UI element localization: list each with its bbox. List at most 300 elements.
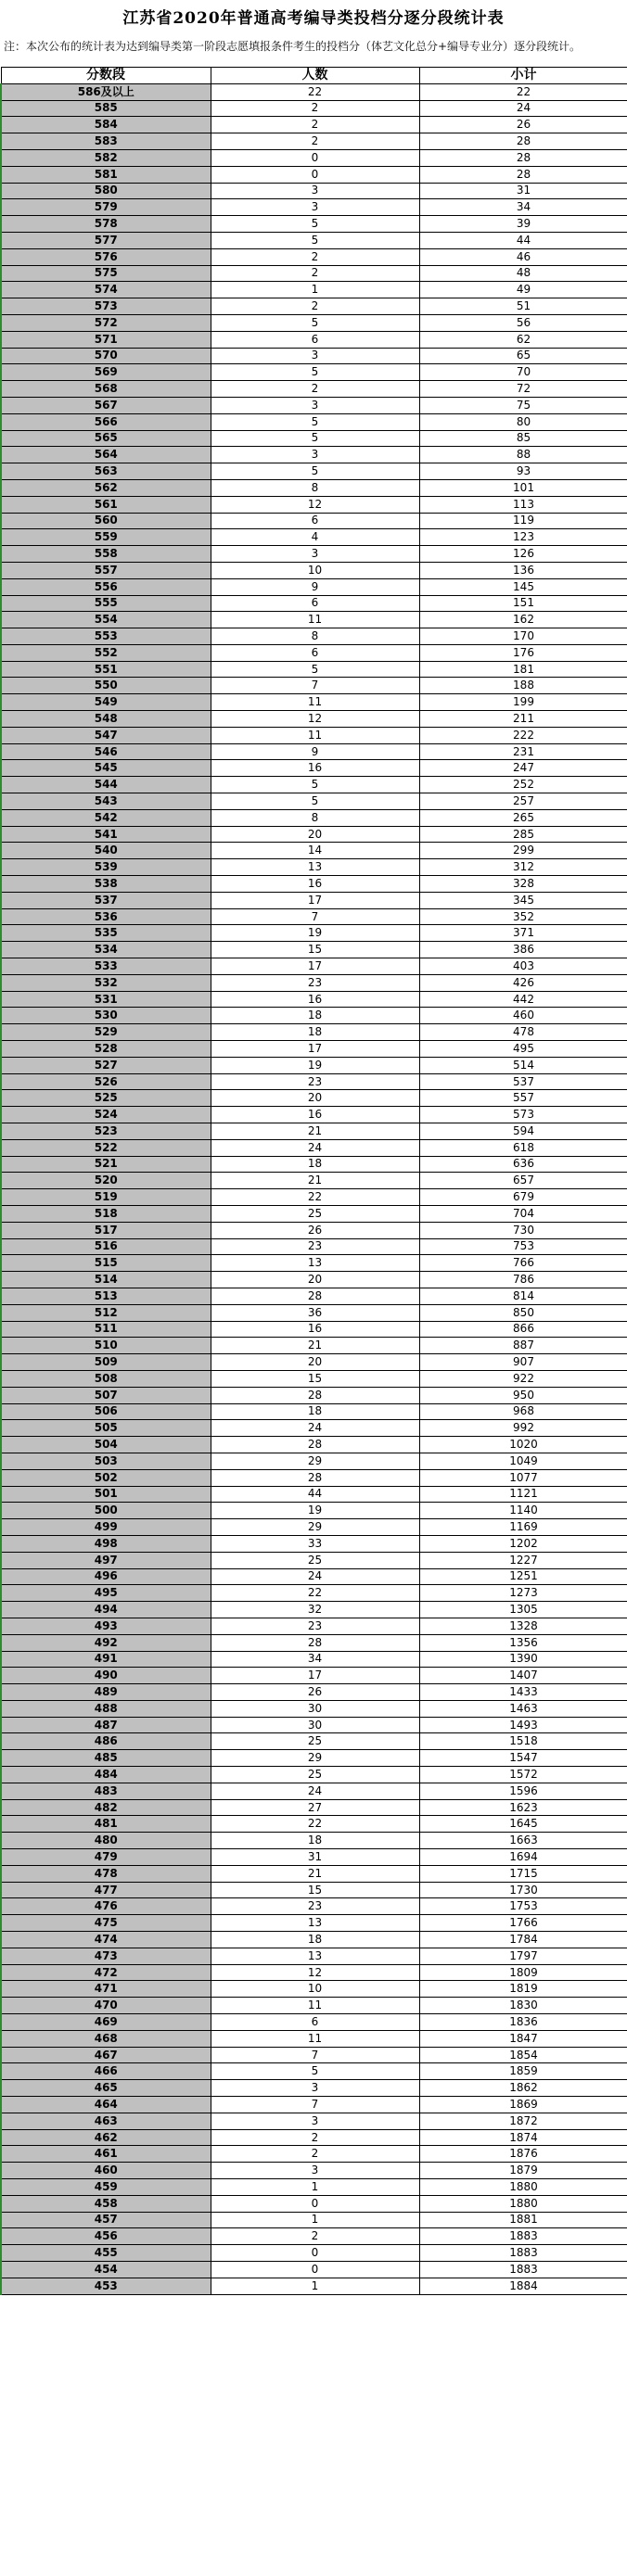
table-row [1, 793, 627, 810]
score-cell: 495 [1, 1585, 211, 1602]
score-cell: 511 [1, 1321, 211, 1338]
table-row [1, 1783, 627, 1799]
subtotal-cell: 1784 [419, 1932, 627, 1948]
table-row [1, 1288, 627, 1304]
score-cell: 527 [1, 1057, 211, 1073]
subtotal-cell: 426 [419, 974, 627, 991]
score-cell: 461 [1, 2146, 211, 2163]
count-cell: 26 [211, 1684, 419, 1701]
table-row [1, 925, 627, 942]
table-row [1, 2278, 627, 2294]
count-cell: 33 [211, 1535, 419, 1552]
count-cell: 36 [211, 1304, 419, 1321]
table-row [1, 1173, 627, 1189]
table-row [1, 166, 627, 183]
count-cell: 18 [211, 1833, 419, 1849]
count-cell: 8 [211, 628, 419, 645]
score-cell: 543 [1, 793, 211, 810]
subtotal-cell: 1879 [419, 2163, 627, 2179]
count-cell: 21 [211, 1173, 419, 1189]
subtotal-cell: 75 [419, 397, 627, 413]
table-row [1, 463, 627, 480]
count-cell: 15 [211, 942, 419, 958]
score-cell: 573 [1, 298, 211, 315]
score-cell: 521 [1, 1156, 211, 1173]
subtotal-cell: 1753 [419, 1898, 627, 1915]
table-row [1, 876, 627, 893]
score-cell: 570 [1, 348, 211, 364]
table-row [1, 430, 627, 447]
table-row [1, 1964, 627, 1981]
count-cell: 15 [211, 1370, 419, 1387]
score-cell: 479 [1, 1849, 211, 1866]
score-cell: 522 [1, 1139, 211, 1156]
score-cell: 580 [1, 183, 211, 199]
table-row [1, 381, 627, 398]
count-cell: 16 [211, 991, 419, 1008]
count-cell: 2 [211, 2228, 419, 2245]
count-cell: 22 [211, 1189, 419, 1206]
subtotal-cell: 119 [419, 513, 627, 529]
table-row [1, 1733, 627, 1750]
score-cell: 512 [1, 1304, 211, 1321]
table-row [1, 1057, 627, 1073]
count-cell: 0 [211, 166, 419, 183]
score-cell: 541 [1, 826, 211, 843]
count-cell: 20 [211, 1090, 419, 1107]
subtotal-cell: 557 [419, 1090, 627, 1107]
table-row [1, 1634, 627, 1651]
count-cell: 18 [211, 1008, 419, 1024]
count-cell: 31 [211, 1849, 419, 1866]
count-cell: 28 [211, 1437, 419, 1453]
count-cell: 7 [211, 678, 419, 694]
score-cell: 458 [1, 2195, 211, 2212]
subtotal-cell: 70 [419, 364, 627, 381]
score-cell: 550 [1, 678, 211, 694]
score-cell: 455 [1, 2245, 211, 2262]
table-row [1, 1453, 627, 1469]
count-cell: 12 [211, 1964, 419, 1981]
table-row [1, 2195, 627, 2212]
score-cell: 556 [1, 578, 211, 595]
table-row [1, 149, 627, 166]
count-cell: 18 [211, 1156, 419, 1173]
subtotal-cell: 328 [419, 876, 627, 893]
score-cell: 456 [1, 2228, 211, 2245]
count-cell: 24 [211, 1420, 419, 1437]
score-cell: 499 [1, 1519, 211, 1536]
subtotal-cell: 1847 [419, 2030, 627, 2047]
table-row [1, 974, 627, 991]
count-cell: 11 [211, 612, 419, 628]
score-cell: 575 [1, 265, 211, 282]
score-cell: 538 [1, 876, 211, 893]
count-cell: 19 [211, 1057, 419, 1073]
subtotal-cell: 1547 [419, 1750, 627, 1767]
count-cell: 5 [211, 413, 419, 430]
count-cell: 1 [211, 2278, 419, 2294]
score-cell: 460 [1, 2163, 211, 2179]
subtotal-cell: 950 [419, 1387, 627, 1403]
table-row [1, 859, 627, 876]
score-cell: 515 [1, 1255, 211, 1272]
table-note: 注：本次公布的统计表为达到编导类第一阶段志愿填报条件考生的投档分（体艺文化总分+编导专业分）逐分段统计。 [4, 40, 582, 53]
table-row [1, 908, 627, 925]
score-cell: 462 [1, 2129, 211, 2146]
subtotal-cell: 786 [419, 1272, 627, 1288]
subtotal-cell: 1766 [419, 1915, 627, 1932]
subtotal-cell: 28 [419, 133, 627, 150]
table-row [1, 265, 627, 282]
subtotal-cell: 188 [419, 678, 627, 694]
table-row [1, 1750, 627, 1767]
count-cell: 2 [211, 265, 419, 282]
table-row [1, 694, 627, 711]
score-cell: 524 [1, 1107, 211, 1123]
count-cell: 9 [211, 743, 419, 760]
score-cell: 574 [1, 282, 211, 298]
score-cell: 510 [1, 1338, 211, 1354]
subtotal-cell: 265 [419, 809, 627, 826]
table-row [1, 2063, 627, 2080]
score-cell: 557 [1, 562, 211, 578]
count-cell: 16 [211, 1321, 419, 1338]
count-cell: 29 [211, 1519, 419, 1536]
score-cell: 518 [1, 1205, 211, 1222]
score-cell: 516 [1, 1238, 211, 1255]
count-cell: 24 [211, 1783, 419, 1799]
count-cell: 30 [211, 1700, 419, 1717]
subtotal-cell: 181 [419, 661, 627, 678]
score-cell: 481 [1, 1816, 211, 1833]
table-row [1, 1469, 627, 1486]
table-row [1, 942, 627, 958]
score-cell: 513 [1, 1288, 211, 1304]
score-cell: 553 [1, 628, 211, 645]
table-row [1, 809, 627, 826]
count-cell: 19 [211, 1503, 419, 1519]
subtotal-cell: 65 [419, 348, 627, 364]
count-cell: 13 [211, 1948, 419, 1964]
count-cell: 7 [211, 2047, 419, 2063]
count-cell: 3 [211, 397, 419, 413]
subtotal-cell: 62 [419, 331, 627, 348]
table-row [1, 644, 627, 661]
subtotal-cell: 1251 [419, 1568, 627, 1585]
count-cell: 16 [211, 876, 419, 893]
table-row [1, 1585, 627, 1602]
subtotal-cell: 1077 [419, 1469, 627, 1486]
score-cell: 454 [1, 2261, 211, 2278]
count-cell: 29 [211, 1453, 419, 1469]
subtotal-cell: 123 [419, 529, 627, 546]
count-cell: 34 [211, 1651, 419, 1668]
table-row [1, 1090, 627, 1107]
score-cell: 470 [1, 1998, 211, 2014]
table-row [1, 578, 627, 595]
count-cell: 21 [211, 1865, 419, 1882]
score-cell: 528 [1, 1041, 211, 1058]
subtotal-cell: 1227 [419, 1552, 627, 1568]
score-cell: 551 [1, 661, 211, 678]
table-row [1, 1304, 627, 1321]
count-cell: 16 [211, 760, 419, 777]
table-row [1, 117, 627, 133]
subtotal-cell: 1049 [419, 1453, 627, 1469]
subtotal-cell: 371 [419, 925, 627, 942]
table-row [1, 83, 627, 100]
subtotal-cell: 1273 [419, 1585, 627, 1602]
count-cell: 20 [211, 1354, 419, 1371]
table-row [1, 1915, 627, 1932]
count-cell: 11 [211, 727, 419, 743]
score-cell: 483 [1, 1783, 211, 1799]
score-cell: 548 [1, 711, 211, 728]
count-cell: 3 [211, 199, 419, 216]
table-row [1, 2129, 627, 2146]
subtotal-cell: 1876 [419, 2146, 627, 2163]
score-cell: 484 [1, 1767, 211, 1783]
score-cell: 519 [1, 1189, 211, 1206]
table-row [1, 529, 627, 546]
score-cell: 498 [1, 1535, 211, 1552]
score-cell: 579 [1, 199, 211, 216]
table-row [1, 1387, 627, 1403]
count-cell: 9 [211, 578, 419, 595]
subtotal-cell: 922 [419, 1370, 627, 1387]
count-cell: 17 [211, 958, 419, 975]
page-title: 江苏省2020年普通高考编导类投档分逐分段统计表 [122, 9, 505, 28]
score-cell: 477 [1, 1882, 211, 1898]
count-cell: 26 [211, 1222, 419, 1238]
subtotal-cell: 679 [419, 1189, 627, 1206]
score-cell: 539 [1, 859, 211, 876]
count-cell: 13 [211, 1255, 419, 1272]
count-cell: 44 [211, 1486, 419, 1503]
subtotal-cell: 199 [419, 694, 627, 711]
score-cell: 582 [1, 149, 211, 166]
table-row [1, 2163, 627, 2179]
table-row [1, 1668, 627, 1684]
score-cell: 469 [1, 2014, 211, 2031]
score-cell: 560 [1, 513, 211, 529]
table-row [1, 1833, 627, 1849]
table-row [1, 678, 627, 694]
count-cell: 30 [211, 1717, 419, 1733]
count-cell: 1 [211, 2179, 419, 2196]
score-cell: 509 [1, 1354, 211, 1371]
header-count: 人数 [211, 68, 419, 84]
subtotal-cell: 1463 [419, 1700, 627, 1717]
table-row [1, 1403, 627, 1420]
subtotal-cell: 887 [419, 1338, 627, 1354]
count-cell: 3 [211, 447, 419, 463]
subtotal-cell: 46 [419, 248, 627, 265]
table-row [1, 1486, 627, 1503]
subtotal-cell: 1390 [419, 1651, 627, 1668]
header-subtotal: 小计 [419, 68, 627, 84]
count-cell: 0 [211, 149, 419, 166]
count-cell: 16 [211, 1107, 419, 1123]
table-row [1, 331, 627, 348]
count-cell: 2 [211, 100, 419, 117]
table-row [1, 183, 627, 199]
table-row [1, 2179, 627, 2196]
subtotal-cell: 1433 [419, 1684, 627, 1701]
subtotal-cell: 56 [419, 314, 627, 331]
count-cell: 5 [211, 430, 419, 447]
score-cell: 490 [1, 1668, 211, 1684]
count-cell: 17 [211, 892, 419, 908]
subtotal-cell: 48 [419, 265, 627, 282]
subtotal-cell: 866 [419, 1321, 627, 1338]
score-cell: 506 [1, 1403, 211, 1420]
table-row [1, 2228, 627, 2245]
score-cell: 546 [1, 743, 211, 760]
subtotal-cell: 442 [419, 991, 627, 1008]
subtotal-cell: 1356 [419, 1634, 627, 1651]
subtotal-cell: 51 [419, 298, 627, 315]
table-row [1, 2097, 627, 2113]
score-cell: 493 [1, 1618, 211, 1634]
subtotal-cell: 766 [419, 1255, 627, 1272]
subtotal-cell: 31 [419, 183, 627, 199]
subtotal-cell: 88 [419, 447, 627, 463]
subtotal-cell: 1020 [419, 1437, 627, 1453]
count-cell: 3 [211, 2163, 419, 2179]
subtotal-cell: 34 [419, 199, 627, 216]
header-score: 分数段 [1, 68, 211, 84]
count-cell: 29 [211, 1750, 419, 1767]
table-row [1, 1123, 627, 1140]
count-cell: 11 [211, 694, 419, 711]
score-cell: 472 [1, 1964, 211, 1981]
count-cell: 14 [211, 843, 419, 859]
count-cell: 6 [211, 513, 419, 529]
table-row [1, 1552, 627, 1568]
count-cell: 25 [211, 1767, 419, 1783]
subtotal-cell: 657 [419, 1173, 627, 1189]
count-cell: 10 [211, 562, 419, 578]
count-cell: 2 [211, 2129, 419, 2146]
score-cell: 572 [1, 314, 211, 331]
subtotal-cell: 850 [419, 1304, 627, 1321]
subtotal-cell: 1880 [419, 2179, 627, 2196]
count-cell: 25 [211, 1733, 419, 1750]
count-cell: 27 [211, 1799, 419, 1816]
score-cell: 547 [1, 727, 211, 743]
score-cell: 577 [1, 232, 211, 248]
score-cell: 523 [1, 1123, 211, 1140]
count-cell: 5 [211, 463, 419, 480]
table-row [1, 1321, 627, 1338]
table-row [1, 843, 627, 859]
table-row [1, 1238, 627, 1255]
score-cell: 505 [1, 1420, 211, 1437]
table-row [1, 612, 627, 628]
subtotal-cell: 24 [419, 100, 627, 117]
subtotal-cell: 1305 [419, 1602, 627, 1618]
subtotal-cell: 247 [419, 760, 627, 777]
score-cell: 507 [1, 1387, 211, 1403]
score-cell: 585 [1, 100, 211, 117]
count-cell: 0 [211, 2195, 419, 2212]
score-cell: 568 [1, 381, 211, 398]
subtotal-cell: 1883 [419, 2245, 627, 2262]
score-cell: 558 [1, 546, 211, 563]
score-cell: 492 [1, 1634, 211, 1651]
subtotal-cell: 22 [419, 83, 627, 100]
score-cell: 494 [1, 1602, 211, 1618]
table-row [1, 826, 627, 843]
score-cell: 457 [1, 2212, 211, 2228]
subtotal-cell: 1121 [419, 1486, 627, 1503]
table-row [1, 562, 627, 578]
subtotal-cell: 753 [419, 1238, 627, 1255]
score-cell: 489 [1, 1684, 211, 1701]
count-cell: 24 [211, 1568, 419, 1585]
table-row [1, 711, 627, 728]
table-row [1, 1222, 627, 1238]
score-cell: 564 [1, 447, 211, 463]
table-row [1, 1700, 627, 1717]
table-row [1, 1107, 627, 1123]
subtotal-cell: 814 [419, 1288, 627, 1304]
count-cell: 23 [211, 1238, 419, 1255]
score-cell: 517 [1, 1222, 211, 1238]
count-cell: 7 [211, 908, 419, 925]
subtotal-cell: 1694 [419, 1849, 627, 1866]
score-cell: 501 [1, 1486, 211, 1503]
table-row [1, 2245, 627, 2262]
subtotal-cell: 478 [419, 1024, 627, 1041]
score-cell: 504 [1, 1437, 211, 1453]
score-cell: 491 [1, 1651, 211, 1668]
count-cell: 1 [211, 282, 419, 298]
subtotal-cell: 28 [419, 166, 627, 183]
table-row [1, 199, 627, 216]
count-cell: 22 [211, 83, 419, 100]
count-cell: 3 [211, 183, 419, 199]
score-cell: 552 [1, 644, 211, 661]
table-row [1, 2113, 627, 2129]
score-cell: 566 [1, 413, 211, 430]
subtotal-cell: 704 [419, 1205, 627, 1222]
table-row [1, 364, 627, 381]
table-row [1, 546, 627, 563]
count-cell: 3 [211, 2080, 419, 2097]
count-cell: 0 [211, 2245, 419, 2262]
score-cell: 467 [1, 2047, 211, 2063]
subtotal-cell: 28 [419, 149, 627, 166]
count-cell: 4 [211, 529, 419, 546]
subtotal-cell: 730 [419, 1222, 627, 1238]
score-cell: 555 [1, 595, 211, 612]
count-cell: 5 [211, 364, 419, 381]
table-row [1, 479, 627, 496]
table-row [1, 1717, 627, 1733]
count-cell: 32 [211, 1602, 419, 1618]
table-row [1, 1255, 627, 1272]
table-row [1, 413, 627, 430]
subtotal-cell: 26 [419, 117, 627, 133]
score-cell: 520 [1, 1173, 211, 1189]
subtotal-cell: 257 [419, 793, 627, 810]
table-row [1, 2080, 627, 2097]
table-row [1, 1024, 627, 1041]
score-cell: 583 [1, 133, 211, 150]
